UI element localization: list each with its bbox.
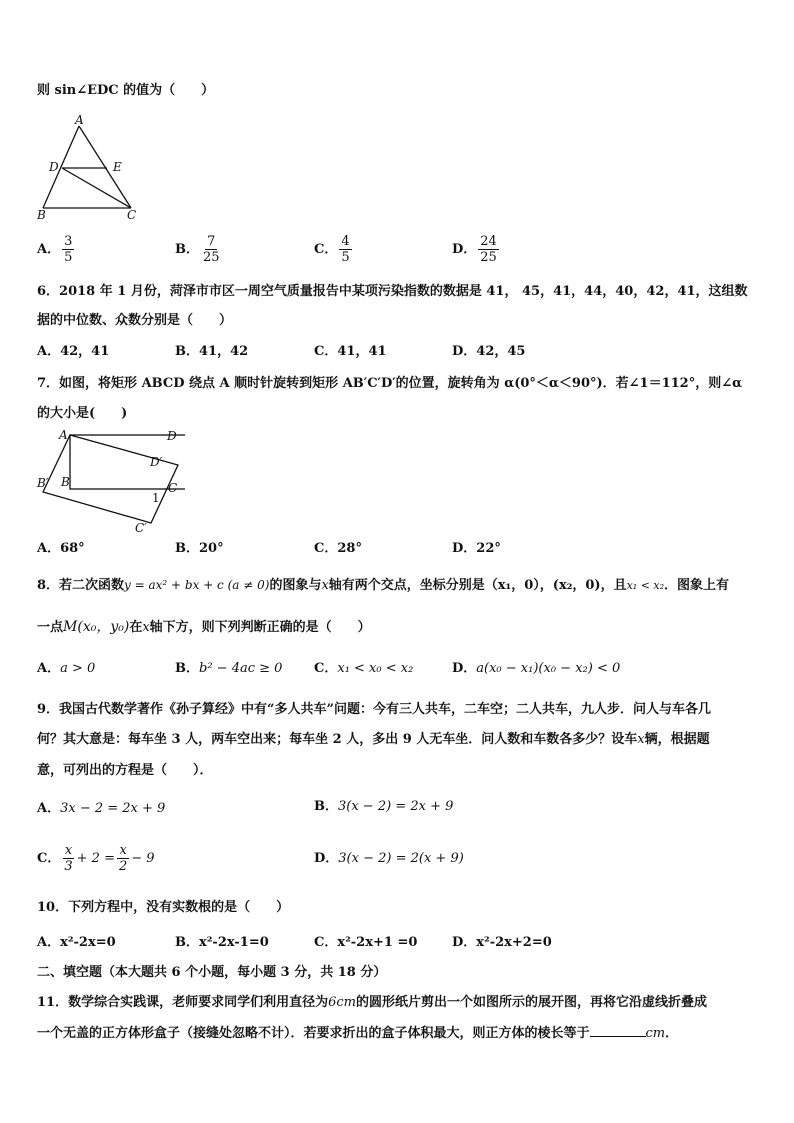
- q7-label-dprime: D′: [150, 455, 163, 469]
- q8-option-b: B．b² − 4ac ≥ 0: [175, 661, 283, 676]
- q5-label-c: C: [127, 208, 137, 222]
- q7-line2: 的大小是( ): [37, 406, 128, 421]
- q10-option-c: C．x²-2x+1 =0: [314, 935, 418, 950]
- q7-label-bprime: B′: [37, 476, 49, 490]
- q5-label-a: A: [75, 114, 84, 127]
- q7-label-d: D: [167, 429, 177, 443]
- q6-option-c: C．41，41: [314, 344, 387, 359]
- q9-option-c: C． $\frac{x}{3}$ + 2 = $\frac{x}{2}$ − 9: [37, 843, 155, 874]
- q7-rectangle-figure: [35, 426, 185, 538]
- q5-label-b: B: [37, 208, 46, 222]
- q5-label-e: E: [113, 160, 122, 174]
- q7-label-angle-1: 1: [152, 491, 160, 505]
- q6-line1: 6．2018 年 1 月份，菏泽市市区一周空气质量报告中某项污染指数的数据是 41， 45，41，44，40，42，41，这组数: [37, 284, 748, 299]
- q5-prompt: 则 sin∠EDC 的值为（ ）: [37, 83, 215, 98]
- q5-option-b: B． $\frac{7}{25}$: [175, 234, 220, 265]
- q10-option-d: D．x²-2x+2=0: [452, 935, 552, 950]
- q9-option-b: B．3(x − 2) = 2x + 9: [314, 799, 454, 814]
- q8-condition: x₁ < x₂: [626, 579, 665, 592]
- q11-line1: 11．数学综合实践课，老师要求同学们利用直径为6cm的圆形纸片剪出一个如图所示的展开图，再将它沿虚线折叠成: [37, 995, 707, 1010]
- q7-label-cprime: C′: [135, 521, 147, 535]
- q10-option-b: B．x²-2x-1=0: [175, 935, 269, 950]
- q11-line2: 一个无盖的正方体形盒子（接缝处忽略不计）．若要求折出的盒子体积最大，则正方体的棱长等于 cm．: [37, 1026, 679, 1041]
- q5-label-d: D: [49, 160, 59, 174]
- q9-option-a: A．3x − 2 = 2x + 9: [37, 801, 166, 816]
- q8-option-d: D．a(x₀ − x₁)(x₀ − x₂) < 0: [452, 661, 621, 676]
- q9-line2: 何？其大意是：每车坐 3 人，两车空出来；每车坐 2 人，多出 9 人无车坐．问人数和车数各多少？设车x辆，根据题: [37, 732, 710, 747]
- q9-line3: 意，可列出的方程是（ ）．: [37, 763, 213, 778]
- q8-line1: 8．若二次函数y = ax² + bx + c (a ≠ 0)的图象与x轴有两个交点，坐标分别是（x₁，0），(x₂，0)，且x₁ < x₂．图象上有: [37, 578, 730, 593]
- q10-line1: 10．下列方程中，没有实数根的是（ ）: [37, 900, 290, 915]
- q11-answer-blank[interactable]: [590, 1024, 646, 1037]
- q7-line1: 7．如图，将矩形 ABCD 绕点 A 顺时针旋转到矩形 AB′C′D′的位置，旋转角为 α(0°＜α＜90°)．若∠1＝112°，则∠α: [37, 376, 743, 391]
- q7-option-a: A．68°: [37, 541, 85, 556]
- q5-option-d: D． $\frac{24}{25}$: [452, 234, 497, 265]
- q9-line1: 9．我国古代数学著作《孙子算经》中有“多人共车”问题：今有三人共车，二车空；二人共车，九人步．问人与车各几: [37, 702, 712, 717]
- q5-option-c: C． $\frac{4}{5}$: [314, 234, 350, 265]
- q7-label-b: B: [61, 475, 70, 489]
- q6-option-d: D．42，45: [452, 344, 526, 359]
- section-heading-fill-in: 二、填空题（本大题共 6 个小题，每小题 3 分，共 18 分）: [37, 965, 387, 980]
- q5-option-a: A． $\frac{3}{5}$: [37, 234, 73, 265]
- q8-option-c: C．x₁ < x₀ < x₂: [314, 661, 414, 676]
- q8-line2: 一点M(x₀，y₀)在x轴下方，则下列判断正确的是（ ）: [37, 619, 371, 635]
- q7-option-c: C．28°: [314, 541, 362, 556]
- q7-option-d: D．22°: [452, 541, 501, 556]
- q7-label-c: C: [168, 481, 178, 495]
- q6-option-a: A．42，41: [37, 344, 110, 359]
- q8-point-m: M(x₀，y₀): [63, 619, 130, 635]
- q9-option-d: D．3(x − 2) = 2(x + 9): [314, 851, 464, 866]
- q6-line2: 据的中位数、众数分别是（ ）: [37, 313, 233, 328]
- q11-diameter: 6cm: [328, 995, 356, 1010]
- q6-option-b: B．41，42: [175, 344, 249, 359]
- q5-triangle-figure: [35, 114, 145, 222]
- q8-option-a: A．a > 0: [37, 661, 96, 676]
- q8-function: y = ax² + bx + c (a ≠ 0): [124, 578, 270, 592]
- q7-option-b: B．20°: [175, 541, 224, 556]
- q10-option-a: A．x²-2x=0: [37, 935, 116, 950]
- q7-label-a: A: [59, 428, 68, 442]
